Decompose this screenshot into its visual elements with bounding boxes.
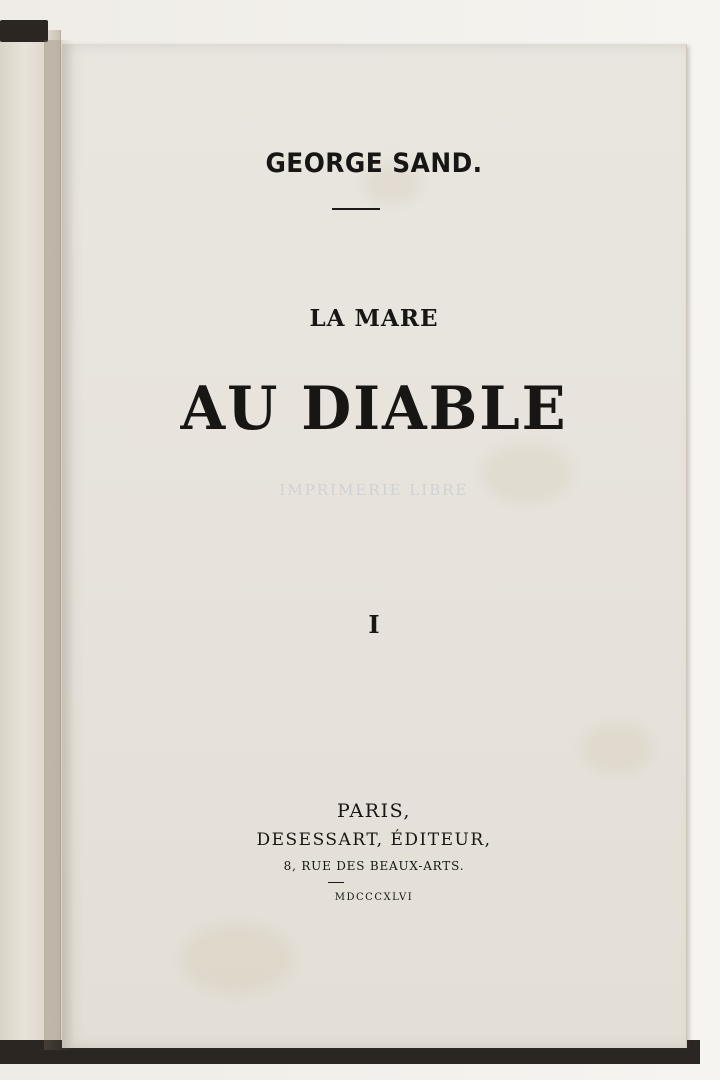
imprint-year: MDCCCXLVI — [334, 892, 414, 903]
volume-number: I — [368, 610, 380, 639]
faint-stamp: IMPRIMERIE LIBRE — [279, 481, 469, 499]
divider-rule — [332, 208, 380, 210]
gutter-shadow — [44, 40, 74, 1050]
cover-corner — [0, 20, 48, 42]
imprint-publisher: DESESSART, ÉDITEUR, — [256, 830, 492, 850]
imprint-address: 8, RUE DES BEAUX-ARTS. — [283, 859, 465, 873]
small-divider-rule — [328, 882, 344, 883]
book-subtitle: LA MARE — [309, 305, 439, 332]
book-title: AU DIABLE — [180, 374, 568, 444]
author-name: GEORGE SAND. — [265, 148, 483, 179]
imprint-city: PARIS, — [337, 800, 411, 822]
title-page — [62, 44, 687, 1048]
